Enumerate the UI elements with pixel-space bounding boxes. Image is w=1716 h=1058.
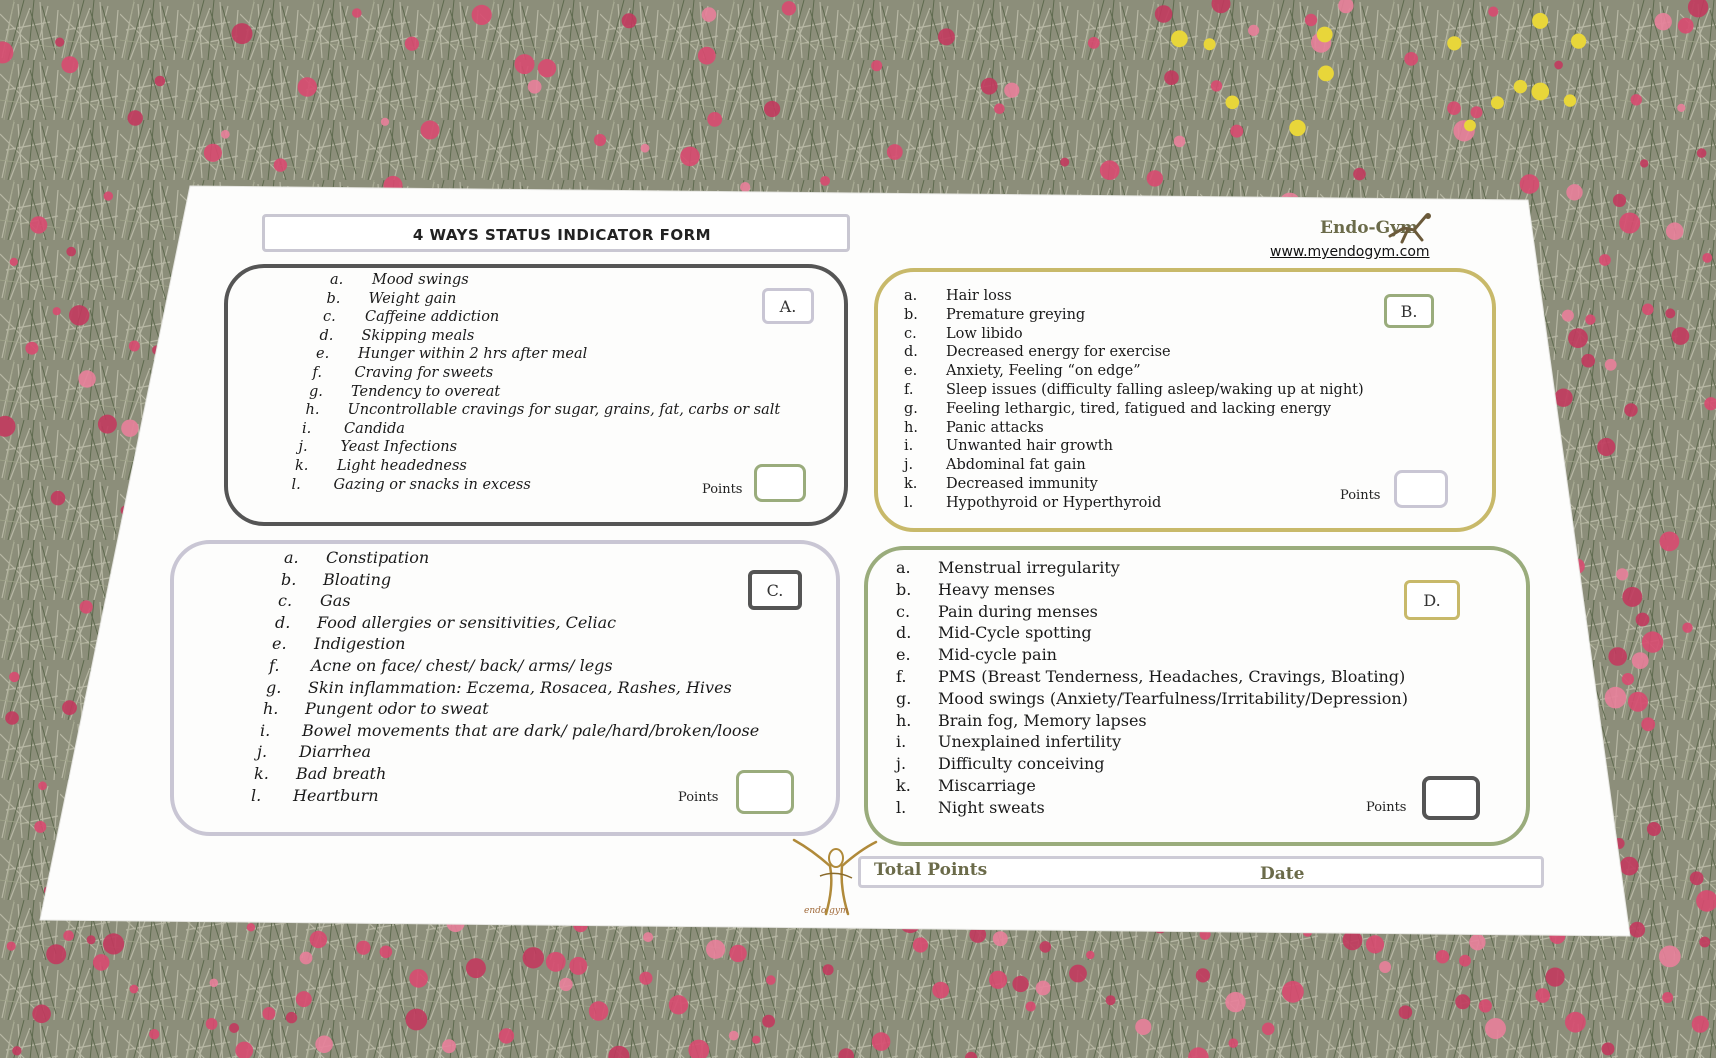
section-item	[254, 764, 386, 783]
item-letter: e.	[896, 645, 911, 665]
section-item	[896, 623, 1092, 642]
item-letter: c.	[323, 309, 336, 326]
section-item	[904, 307, 1085, 323]
section-a-points-label: Points	[702, 482, 743, 497]
item-letter: g.	[309, 383, 323, 400]
item-text: Decreased immunity	[946, 476, 1098, 492]
item-text: Indigestion	[314, 634, 406, 654]
item-letter: a.	[896, 558, 911, 577]
item-text: Weight gain	[368, 290, 457, 307]
item-text: Bowel movements that are dark/ pale/hard/broken/loose	[302, 720, 760, 740]
section-item	[269, 656, 613, 675]
item-letter: b.	[326, 290, 341, 307]
section-item	[313, 365, 494, 381]
item-text: Yeast Infections	[340, 439, 458, 456]
item-text: Miscarriage	[938, 776, 1036, 795]
section-item	[263, 699, 489, 718]
item-letter: d.	[275, 612, 291, 632]
item-text: Heavy menses	[938, 579, 1055, 599]
item-letter: a.	[284, 548, 299, 567]
item-letter: d.	[896, 623, 912, 643]
item-text: Decreased energy for exercise	[946, 344, 1171, 361]
item-letter: f.	[269, 656, 280, 675]
item-letter: f.	[904, 382, 914, 398]
item-letter: g.	[896, 688, 912, 708]
item-text: Caffeine addiction	[365, 309, 500, 326]
date-label: Date	[1260, 864, 1305, 884]
item-letter: h.	[896, 710, 912, 730]
section-item	[896, 602, 1098, 621]
item-letter: a.	[904, 288, 918, 304]
section-item	[896, 776, 1036, 795]
section-item	[896, 732, 1121, 751]
item-letter: f.	[896, 667, 907, 686]
section-item	[284, 548, 429, 567]
section-item	[904, 476, 1098, 492]
form-title: 4 WAYS STATUS INDICATOR FORM	[412, 226, 712, 244]
item-text: Brain fog, Memory lapses	[938, 710, 1147, 730]
section-item	[904, 401, 1331, 417]
item-letter: h.	[305, 402, 320, 419]
section-item	[278, 591, 351, 610]
item-letter: e.	[904, 363, 918, 380]
runner-logo-icon	[1386, 212, 1434, 244]
item-text: Mood swings	[372, 272, 469, 288]
section-c-points-label: Points	[678, 790, 719, 805]
item-text: Hair loss	[946, 288, 1012, 304]
section-a-tag: A.	[762, 288, 814, 324]
section-d-points-label: Points	[1366, 800, 1407, 815]
item-text: Mid-Cycle spotting	[938, 623, 1092, 643]
item-letter: e.	[272, 634, 287, 654]
section-a-points-input[interactable]	[754, 464, 806, 502]
item-text: Candida	[344, 420, 405, 437]
section-d-points-input[interactable]	[1422, 776, 1480, 820]
section-item	[306, 402, 781, 418]
item-letter: l.	[251, 785, 262, 805]
item-text: Anxiety, Feeling “on edge”	[946, 363, 1141, 380]
item-letter: i.	[302, 420, 312, 437]
section-item	[330, 272, 469, 288]
section-item	[896, 558, 1120, 577]
item-text: Unwanted hair growth	[946, 438, 1113, 455]
section-item	[272, 634, 405, 653]
item-text: Panic attacks	[946, 419, 1044, 436]
item-text: Menstrual irregularity	[938, 558, 1120, 577]
item-text: Night sweats	[938, 797, 1045, 817]
section-b-points-label: Points	[1340, 488, 1381, 503]
brand-name: Endo-Gym	[1320, 218, 1418, 238]
section-item	[251, 786, 379, 805]
item-letter: h.	[904, 419, 918, 436]
website-link[interactable]: www.myendogym.com	[1270, 244, 1430, 260]
item-letter: k.	[904, 476, 918, 492]
section-item	[904, 495, 1161, 511]
section-item	[896, 754, 1105, 773]
item-letter: i.	[904, 438, 914, 455]
section-item	[323, 309, 499, 325]
section-d-tag: D.	[1404, 580, 1460, 620]
item-text: Gazing or snacks in excess	[333, 476, 531, 493]
item-text: Skin inflammation: Eczema, Rosacea, Rashes, Hives	[308, 677, 732, 697]
section-item	[896, 798, 1045, 817]
section-c-tag: C.	[748, 570, 802, 610]
item-text: Pain during menses	[938, 601, 1098, 621]
section-item	[309, 384, 500, 400]
item-letter: e.	[316, 346, 330, 363]
section-item	[327, 291, 457, 307]
item-text: Skipping meals	[361, 327, 475, 344]
section-item	[904, 288, 1012, 304]
item-letter: j.	[257, 742, 268, 762]
section-item	[292, 477, 531, 493]
item-text: Feeling lethargic, tired, fatigued and lacking energy	[946, 400, 1332, 417]
section-b-tag: B.	[1384, 294, 1434, 328]
section-item	[896, 580, 1055, 599]
section-item	[904, 420, 1044, 436]
item-letter: h.	[263, 699, 279, 719]
item-letter: g.	[904, 400, 918, 417]
section-item	[904, 326, 1023, 342]
section-item	[904, 344, 1171, 360]
item-text: Mid-cycle pain	[938, 645, 1057, 665]
section-item	[904, 457, 1086, 473]
item-letter: k.	[295, 458, 309, 474]
item-letter: b.	[904, 306, 918, 323]
item-letter: d.	[904, 344, 918, 361]
item-text: Hypothyroid or Hyperthyroid	[946, 494, 1162, 511]
item-text: Hunger within 2 hrs after meal	[358, 346, 588, 363]
section-item	[320, 328, 475, 344]
section-item	[896, 711, 1147, 730]
item-letter: g.	[266, 677, 282, 697]
section-item	[316, 346, 587, 362]
section-item	[299, 439, 458, 455]
logo-text: endo gym	[804, 906, 849, 916]
item-text: Uncontrollable cravings for sugar, grains, fat, carbs or salt	[347, 402, 781, 419]
item-text: Premature greying	[946, 306, 1086, 323]
section-item	[257, 742, 371, 761]
item-text: Pungent odor to sweat	[305, 699, 489, 719]
item-text: Bloating	[323, 569, 392, 589]
item-letter: b.	[896, 579, 912, 599]
item-text: Craving for sweets	[354, 365, 494, 381]
item-letter: b.	[281, 569, 297, 589]
item-letter: i.	[260, 720, 271, 740]
section-c-points-input[interactable]	[736, 770, 794, 814]
item-text: Low libido	[946, 325, 1023, 342]
section-item	[904, 438, 1113, 454]
item-letter: j.	[904, 457, 914, 474]
section-item	[302, 421, 405, 437]
section-item	[275, 613, 616, 632]
item-text: Difficulty conceiving	[938, 754, 1105, 774]
section-b-points-input[interactable]	[1394, 470, 1448, 508]
item-text: Constipation	[326, 548, 430, 567]
item-text: Gas	[320, 591, 351, 611]
item-letter: a.	[330, 272, 344, 288]
item-text: Unexplained infertility	[938, 732, 1122, 752]
section-item	[295, 458, 467, 474]
section-item	[896, 689, 1408, 708]
item-text: Light headedness	[337, 458, 467, 474]
item-text: PMS (Breast Tenderness, Headaches, Cravings, Bloating)	[938, 667, 1406, 686]
item-text: Food allergies or sensitivities, Celiac	[317, 612, 617, 632]
section-item	[896, 645, 1057, 664]
item-text: Heartburn	[293, 785, 379, 805]
section-item	[904, 363, 1141, 379]
item-letter: c.	[904, 325, 917, 342]
total-points-label: Total Points	[874, 860, 988, 880]
item-letter: l.	[896, 797, 907, 817]
item-letter: k.	[896, 776, 911, 795]
item-text: Mood swings (Anxiety/Tearfulness/Irritability/Depression)	[938, 688, 1408, 708]
section-item	[281, 570, 391, 589]
item-letter: f.	[312, 365, 322, 381]
item-letter: l.	[291, 476, 301, 493]
item-letter: c.	[278, 591, 293, 611]
item-text: Diarrhea	[299, 742, 372, 762]
item-text: Tendency to overeat	[351, 383, 501, 400]
item-letter: d.	[319, 327, 334, 344]
item-letter: j.	[298, 439, 308, 456]
item-text: Abdominal fat gain	[946, 457, 1086, 474]
section-item	[266, 678, 732, 697]
item-letter: c.	[896, 601, 911, 621]
section-item	[904, 382, 1364, 398]
section-item	[896, 667, 1405, 686]
item-text: Sleep issues (difficulty falling asleep/waking up at night)	[946, 382, 1364, 398]
item-text: Bad breath	[296, 764, 387, 783]
item-letter: k.	[254, 764, 269, 783]
item-letter: l.	[904, 494, 914, 511]
section-item	[260, 721, 759, 740]
item-text: Acne on face/ chest/ back/ arms/ legs	[311, 656, 613, 675]
item-letter: j.	[896, 754, 907, 774]
item-letter: i.	[896, 732, 907, 752]
